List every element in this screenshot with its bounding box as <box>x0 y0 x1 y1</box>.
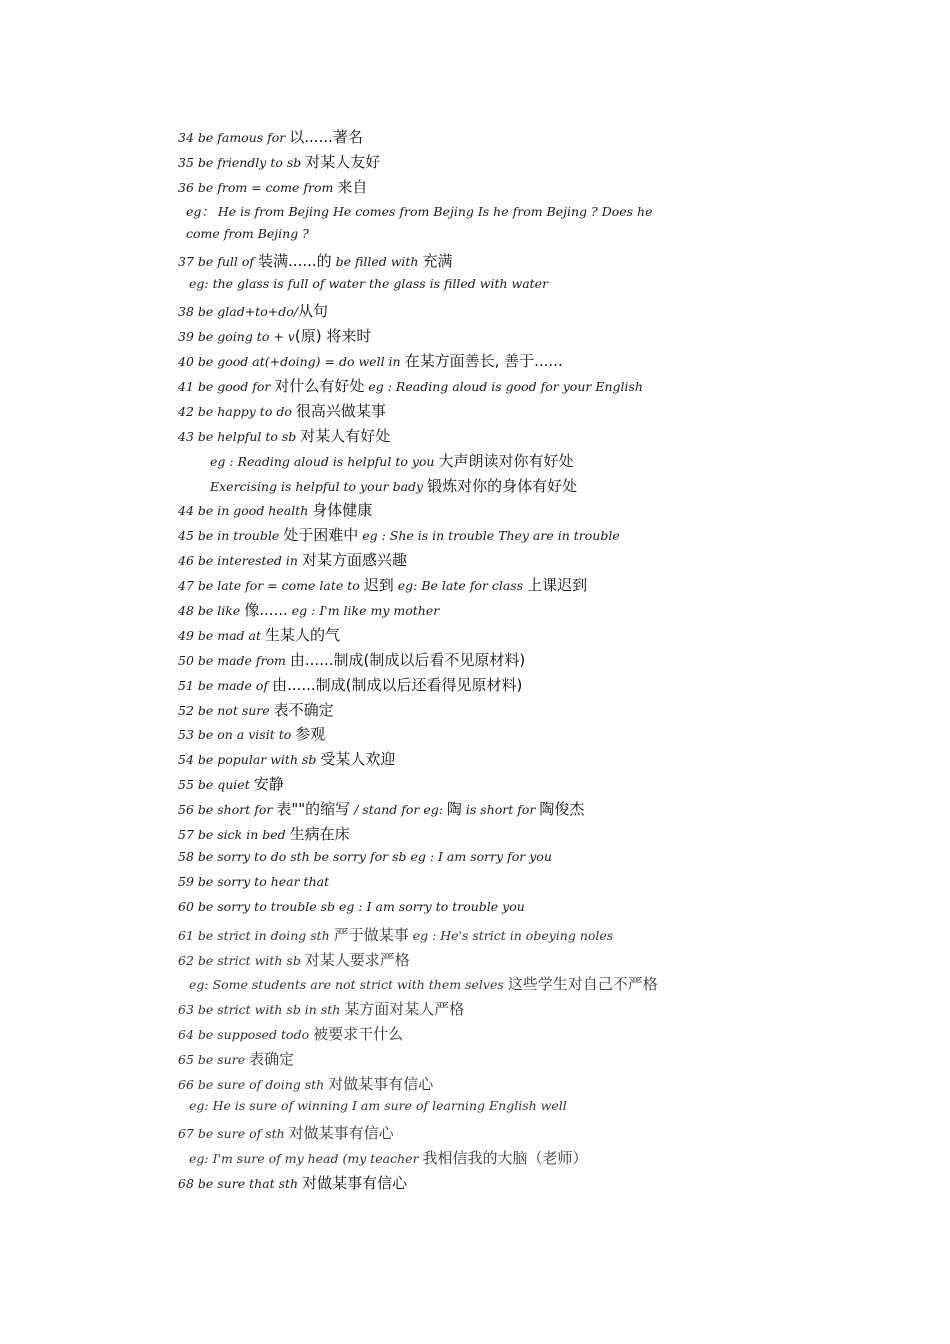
entry-39: 39 be going to + v(原) 将来时 <box>178 327 372 345</box>
entry-46: 46 be interested in 对某方面感兴趣 <box>178 551 407 569</box>
entry-66: 66 be sure of doing sth 对做某事有信心 <box>178 1075 434 1093</box>
entry-42: 42 be happy to do 很高兴做某事 <box>178 402 386 420</box>
entry-53: 53 be on a visit to 参观 <box>178 725 326 743</box>
example-43-line-1: eg : Reading aloud is helpful to you 大声朗读对你有好处 <box>210 452 574 470</box>
entry-44: 44 be in good health 身体健康 <box>178 501 373 519</box>
entry-61: 61 be strict in doing sth 严于做某事 eg : He's strict in obeying noles <box>178 926 614 944</box>
example-66: eg: He is sure of winning I am sure of learning English well <box>189 1098 567 1113</box>
entry-60: 60 be sorry to trouble sb eg : I am sorry to trouble you <box>178 899 525 914</box>
entry-54: 54 be popular with sb 受某人欢迎 <box>178 750 396 768</box>
entry-40: 40 be good at(+doing) = do well in 在某方面善长, 善于...... <box>178 352 563 370</box>
entry-59: 59 be sorry to hear that <box>178 874 330 889</box>
entry-56: 56 be short for 表""的缩写 / stand for eg: 陶 is short for 陶俊杰 <box>178 800 585 818</box>
entry-62: 62 be strict with sb 对某人要求严格 <box>178 951 410 969</box>
entry-34: 34 be famous for 以......著名 <box>178 128 363 146</box>
example-67: eg: I'm sure of my head (my teacher 我相信我的大脑（老师） <box>189 1149 588 1167</box>
entry-63: 63 be strict with sb in sth 某方面对某人严格 <box>178 1000 465 1018</box>
entry-51: 51 be made of 由......制成(制成以后还看得见原材料) <box>178 676 523 694</box>
entry-55: 55 be quiet 安静 <box>178 775 284 793</box>
entry-68: 68 be sure that sth 对做某事有信心 <box>178 1174 408 1192</box>
entry-52: 52 be not sure 表不确定 <box>178 701 334 719</box>
example-62: eg: Some students are not strict with them selves 这些学生对自己不严格 <box>189 975 658 993</box>
entry-43: 43 be helpful to sb 对某人有好处 <box>178 427 391 445</box>
entry-64: 64 be supposed todo 被要求干什么 <box>178 1025 404 1043</box>
entry-38: 38 be glad+to+do/从句 <box>178 302 328 320</box>
entry-45: 45 be in trouble 处于困难中 eg : She is in trouble They are in trouble <box>178 526 620 544</box>
entry-47: 47 be late for = come late to 迟到 eg: Be late for class 上课迟到 <box>178 576 588 594</box>
entry-57: 57 be sick in bed 生病在床 <box>178 825 350 843</box>
example-36-line-1: eg： He is from Bejing He comes from Bejing Is he from Bejing ? Does he <box>186 204 653 219</box>
entry-58: 58 be sorry to do sth be sorry for sb eg : I am sorry for you <box>178 849 552 864</box>
example-43-line-2: Exercising is helpful to your bady 锻炼对你的身体有好处 <box>210 477 578 495</box>
entry-65: 65 be sure 表确定 <box>178 1050 295 1068</box>
example-37: eg: the glass is full of water the glass is filled with water <box>189 276 549 291</box>
entry-35: 35 be friendly to sb 对某人友好 <box>178 153 381 171</box>
entry-36: 36 be from = come from 来自 <box>178 178 368 196</box>
entry-67: 67 be sure of sth 对做某事有信心 <box>178 1124 394 1142</box>
entry-37: 37 be full of 装满......的 be filled with 充满 <box>178 252 453 270</box>
example-36-line-2: come from Bejing ? <box>186 226 309 241</box>
entry-48: 48 be like 像...... eg : I'm like my mother <box>178 601 440 619</box>
entry-49: 49 be mad at 生某人的气 <box>178 626 340 644</box>
entry-41: 41 be good for 对什么有好处 eg : Reading aloud is good for your English <box>178 377 643 395</box>
entry-50: 50 be made from 由......制成(制成以后看不见原材料) <box>178 651 526 669</box>
